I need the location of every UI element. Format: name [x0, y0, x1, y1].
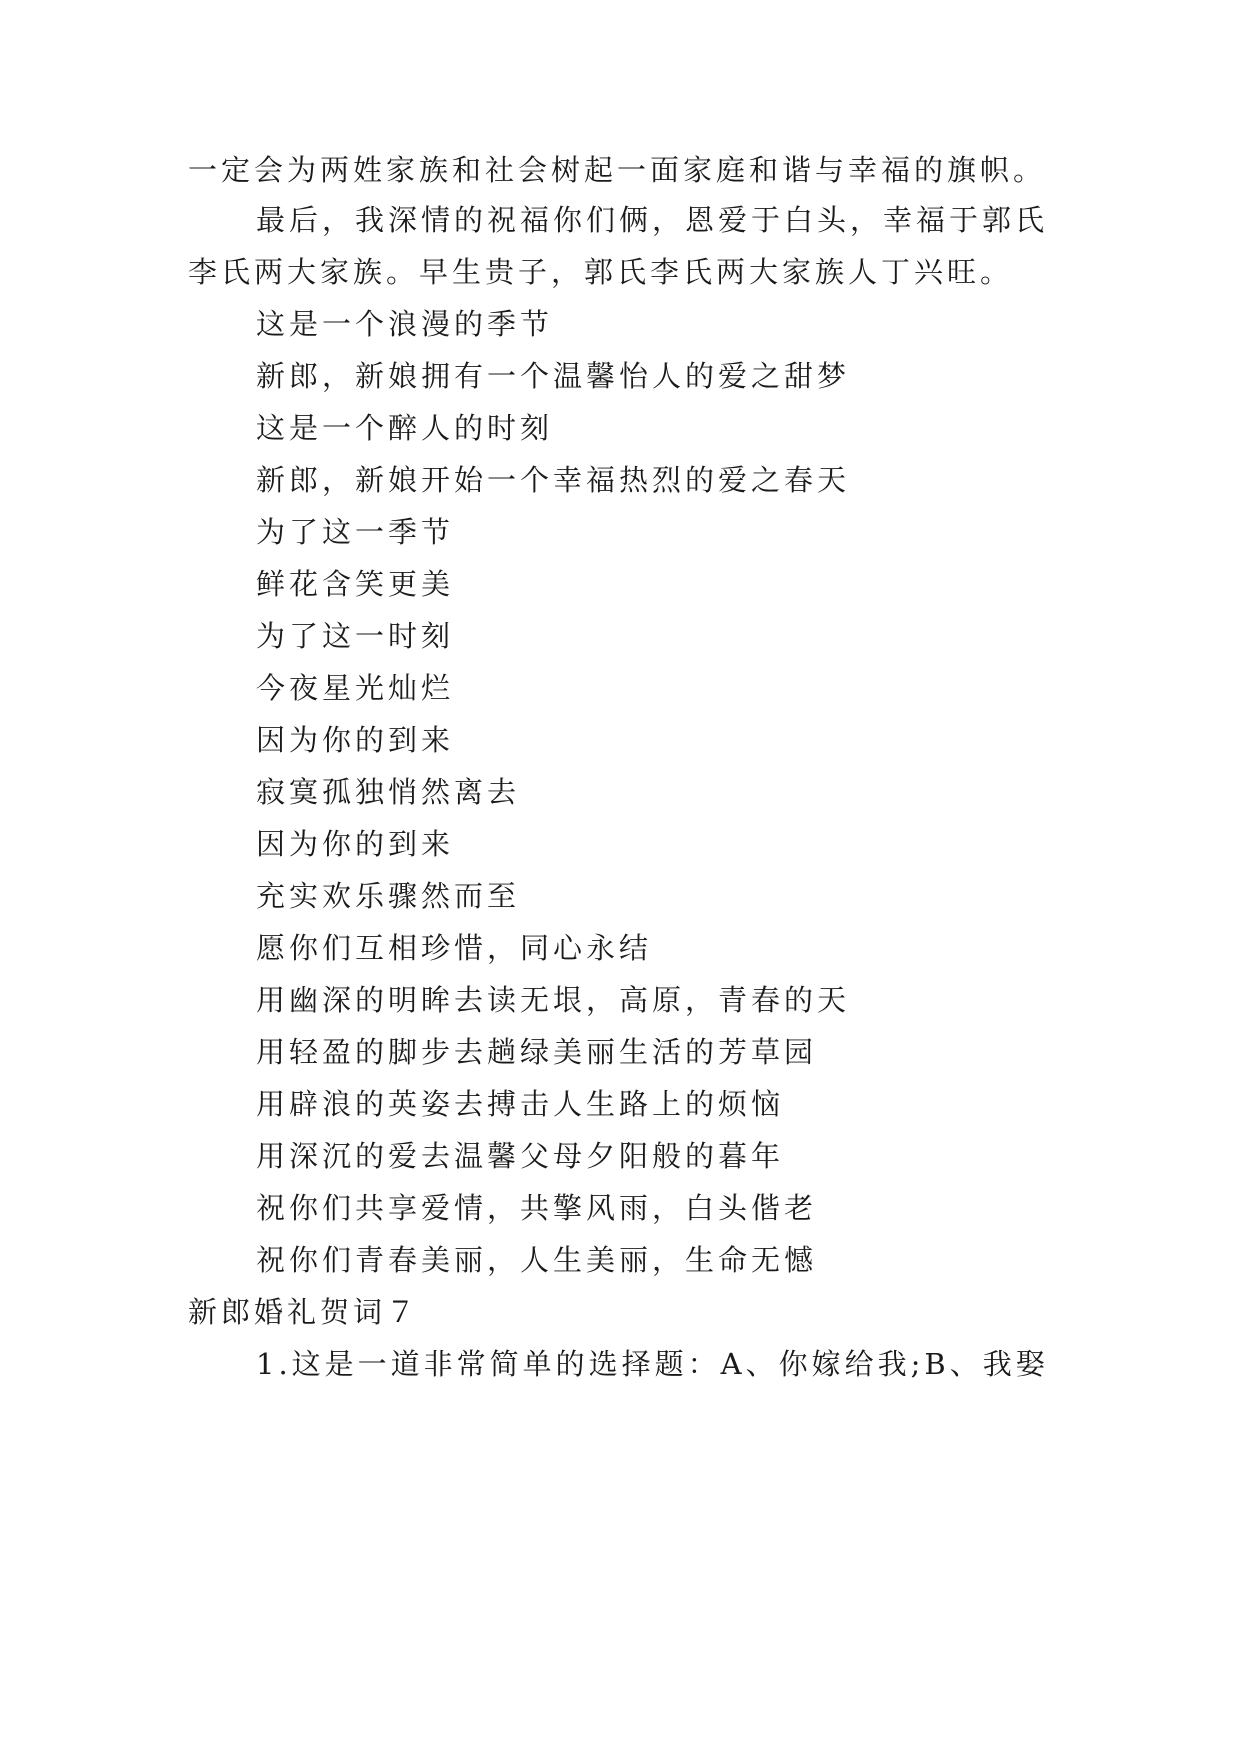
paragraph-line: 1.这是一道非常简单的选择题：A、你嫁给我;B、我娶 — [256, 1347, 1049, 1381]
paragraph-line: 因为你的到来 — [256, 723, 455, 757]
paragraph-line: 充实欢乐骤然而至 — [256, 879, 521, 913]
paragraph-line: 一定会为两姓家族和社会树起一面家庭和谐与幸福的旗帜。 — [188, 153, 1047, 187]
paragraph-line: 为了这一季节 — [256, 515, 455, 549]
paragraph-line: 用辟浪的英姿去搏击人生路上的烦恼 — [256, 1087, 785, 1121]
paragraph-line: 最后，我深情的祝福你们俩，恩爱于白头，幸福于郭氏 — [256, 203, 1049, 237]
paragraph-line: 祝你们青春美丽，人生美丽，生命无憾 — [256, 1243, 818, 1277]
paragraph-line: 寂寞孤独悄然离去 — [256, 775, 521, 809]
paragraph-line: 祝你们共享爱情，共擎风雨，白头偕老 — [256, 1191, 818, 1225]
paragraph-line: 用轻盈的脚步去趟绿美丽生活的芳草园 — [256, 1035, 818, 1069]
paragraph-line: 新郎，新娘开始一个幸福热烈的爱之春天 — [256, 463, 851, 497]
paragraph-line: 这是一个醉人的时刻 — [256, 411, 554, 445]
paragraph-line: 这是一个浪漫的季节 — [256, 307, 554, 341]
paragraph-line: 鲜花含笑更美 — [256, 567, 455, 601]
paragraph-line: 用幽深的明眸去读无垠，高原，青春的天 — [256, 983, 851, 1017]
paragraph-line: 因为你的到来 — [256, 827, 455, 861]
section-heading: 新郎婚礼贺词７ — [188, 1295, 420, 1329]
paragraph-line: 李氏两大家族。早生贵子，郭氏李氏两大家族人丁兴旺。 — [188, 255, 1014, 289]
paragraph-line: 今夜星光灿烂 — [256, 671, 455, 705]
paragraph-line: 为了这一时刻 — [256, 619, 455, 653]
paragraph-line: 新郎，新娘拥有一个温馨怡人的爱之甜梦 — [256, 359, 851, 393]
paragraph-line: 用深沉的爱去温馨父母夕阳般的暮年 — [256, 1139, 785, 1173]
paragraph-line: 愿你们互相珍惜，同心永结 — [256, 931, 653, 965]
